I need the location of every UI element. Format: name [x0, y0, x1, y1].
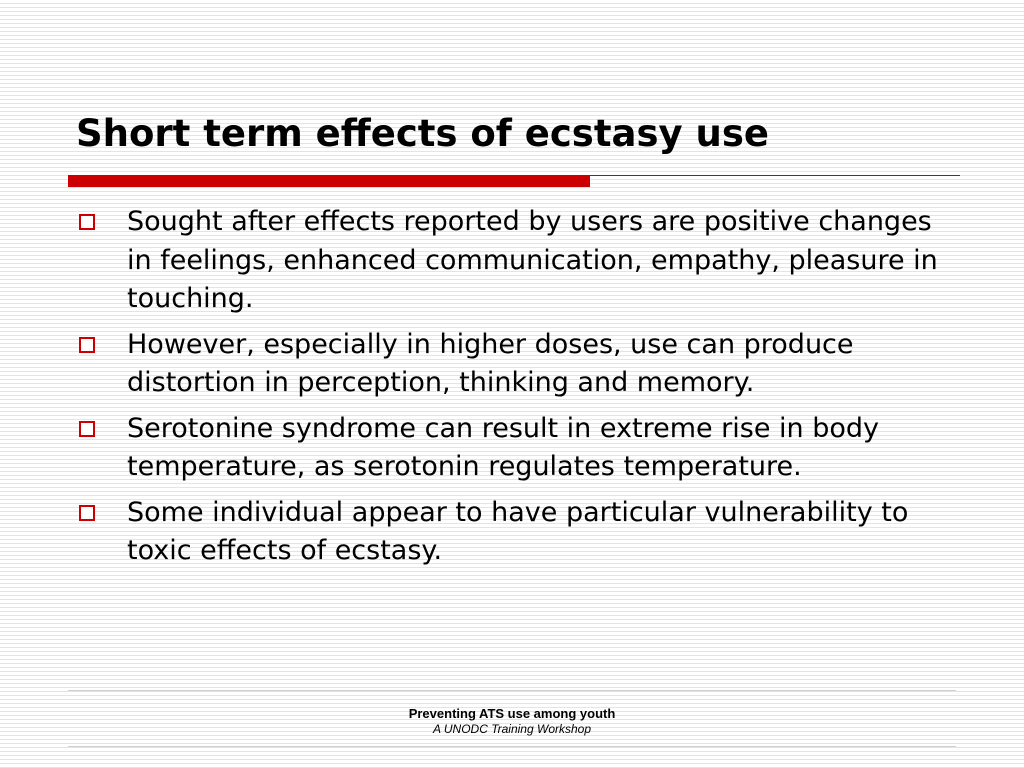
bullet-item — [76, 410, 956, 487]
bullet-item — [76, 326, 956, 403]
bullet-text: Some individual appear to have particular vulnerability to toxic effects of ecstasy. — [127, 496, 909, 566]
hollow-square-icon — [79, 505, 95, 521]
title-underline-thick — [68, 175, 590, 187]
hollow-square-icon — [79, 214, 95, 230]
footer — [0, 706, 1024, 737]
bullet-text: Sought after effects reported by users are positive changes in feelings, enhanced communication, empathy, pleasure in touching. — [127, 206, 938, 314]
footer-subtitle: A UNODC Training Workshop — [432, 722, 592, 736]
title-underline-thin — [590, 175, 960, 176]
footer-divider-top — [68, 690, 956, 691]
bullet-item — [76, 494, 956, 571]
bullet-text: Serotonine syndrome can result in extreme rise in body temperature, as serotonin regulates temperature. — [127, 412, 880, 482]
hollow-square-icon — [79, 337, 95, 353]
footer-divider-bottom — [68, 746, 956, 747]
bullet-item — [76, 203, 956, 319]
hollow-square-icon — [79, 421, 95, 437]
slide-title: Short term effects of ecstasy use — [76, 112, 769, 155]
footer-title: Preventing ATS use among youth — [408, 706, 616, 721]
bullet-list — [76, 203, 956, 578]
bullet-text: However, especially in higher doses, use can produce distortion in perception, thinking and memory. — [127, 328, 854, 398]
